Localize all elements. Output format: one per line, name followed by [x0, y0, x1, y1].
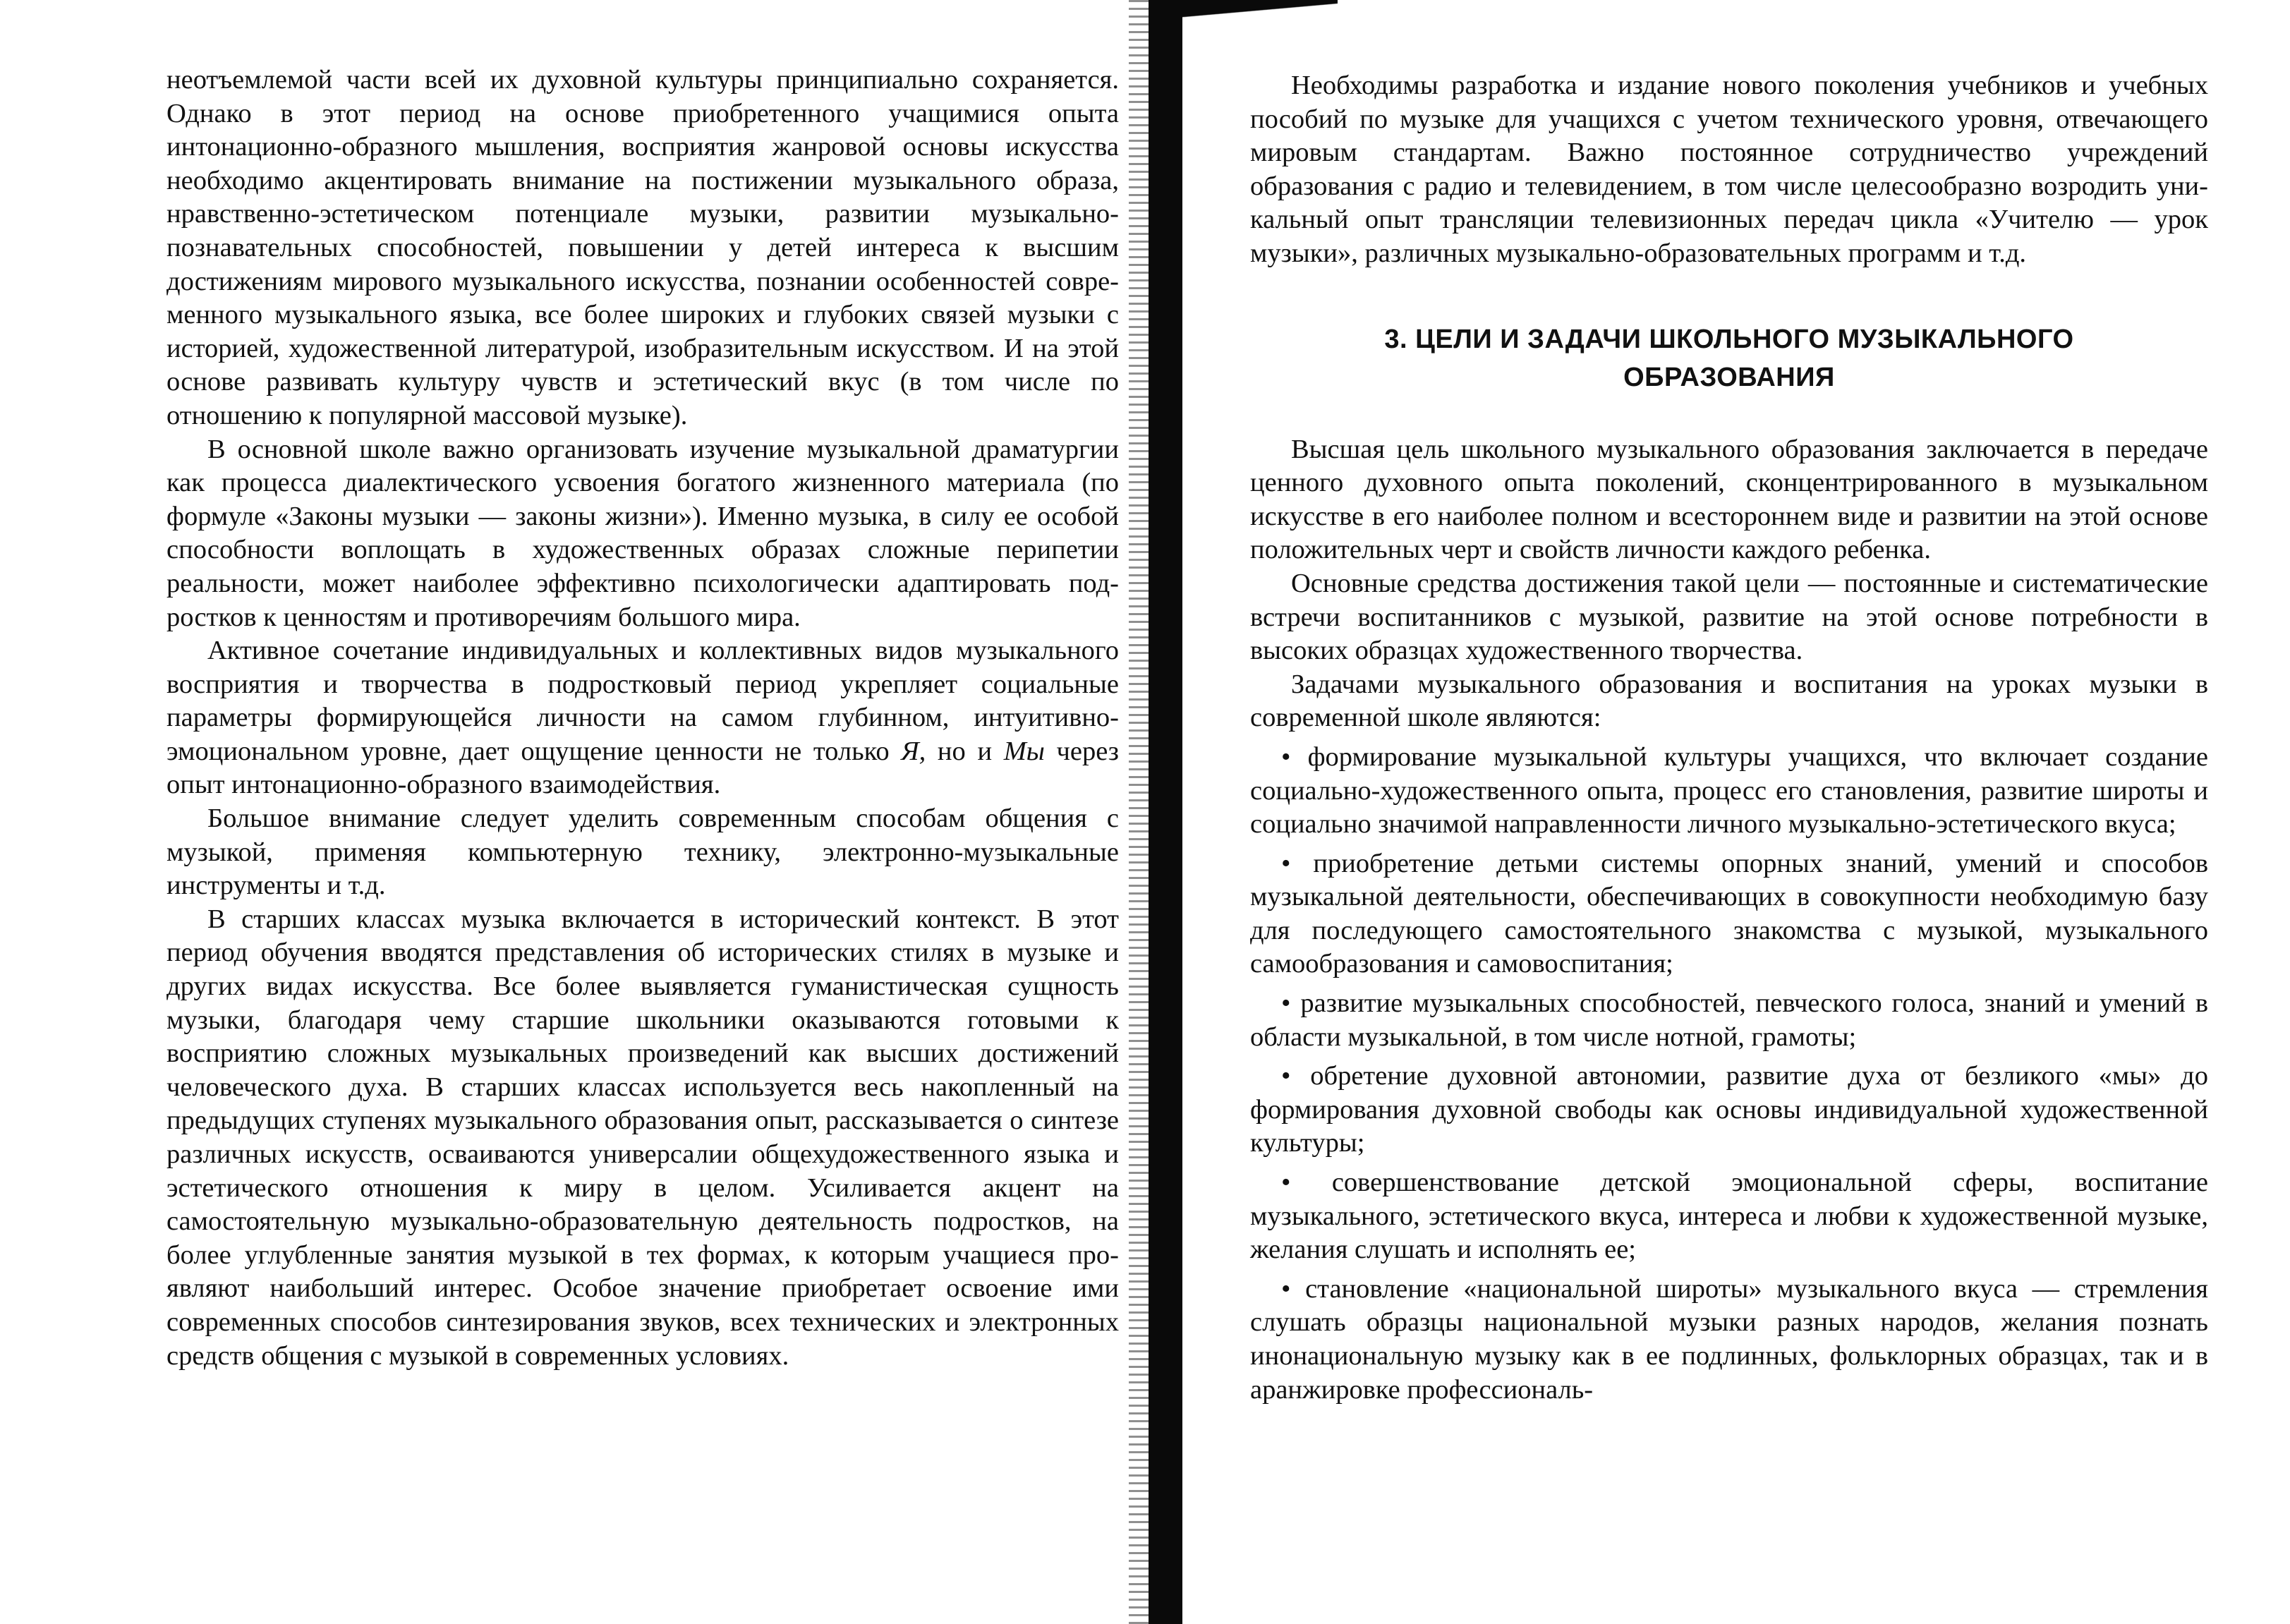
right-page	[1250, 69, 2208, 1407]
right-intro-paragraph: Необходимы разработка и издание нового поколения учебников и учебных пособий по музыке для учащихся с учетом технического уровня, отвечающего мировым стандартам. Важно постоянное сотрудничество учреждений образования с радио и телевидением, в том числе целесообразно возродить уникальный опыт трансляции телевизионных передач цикла «Учителю — урок музыки», различных музыкально-образовательных программ и т.д.	[1250, 71, 2208, 268]
left-paragraph-5: В старших классах музыка включается в исторический контекст. В этот период обучения вводятся представления об исторических стилях в музыке и других видах искусства. Все более выявляется гуманистическая сущность музыки, благодаря чему старшие школьники оказываются готовыми к восприятию сложных музыкальных произведений как высших достижений человеческого духа. В старших классах используется весь накопленный на предыдущих ступенях музыкального образования опыт, рассказывается о синтезе различных искусств, осваиваются универсалии общехудожественного языка и эстетического отношения к миру в целом. Усиливается акцент на самостоятельную музыкально-образовательную деятельность подростков, на более углубленные занятия музыкой в тех формах, к которым учащиеся проявляют наибольший интерес. Особое значение приобретает освоение ими современных способов синтезирования звуков, всех технических и электронных средств общения с музыкой в современных условиях.	[166, 904, 1119, 1371]
left-paragraph-2: В основной школе важно организовать изучение музыкальной драматургии как процесса диалектического усвоения богатого жизненного материала (по формуле «Законы музыки — законы жизни»). Именно музыка, в силу ее особой способности воплощать в художественных образах сложные перипетии реальности, может наиболее эффективно психологически адаптировать подростков к ценностям и противоречиям большого мира.	[166, 434, 1119, 632]
page-edge-shadow	[1129, 0, 1149, 1624]
left-paragraph-3-text-a: Активное сочетание индивидуальных и коллективных видов музыкального восприятия и творчества в подростковый период укрепляет социальные параметры формирующейся личности на самом глубинном, интуитивно-эмоциональном уровне, дает ощущение ценности не только	[166, 636, 1119, 766]
section-heading-line-2: ОБРАЗОВАНИЯ	[1623, 362, 1835, 392]
list-item-5: • совершенствование детской эмоциональной сферы, воспитание музыкального, эстетического вкуса, интереса и любви к художественной музыке, желания слушать и исполнять ее;	[1250, 1168, 2208, 1265]
book-gutter	[1149, 0, 1182, 1624]
right-paragraph-1: Высшая цель школьного музыкального образования заключается в передаче ценного духовного опыта поколений, сконцентрированного в музыкальном искусстве в его наиболее полном и всестороннем виде и развитии на этой основе положительных черт и свойств личности каждого ребенка.	[1250, 434, 2208, 565]
left-paragraph-4: Большое внимание следует уделить современным способам общения с музыкой, применяя компьютерную технику, электронно-музыкальные инструменты и т.д.	[166, 804, 1119, 901]
left-paragraph-3-my: Мы	[1003, 736, 1045, 766]
list-item-3: • развитие музыкальных способностей, певческого голоса, знаний и умений в области музыкальной, в том числе нотной, грамоты;	[1250, 988, 2208, 1052]
left-paragraph-3-text-c: через опыт интонационно-образного взаимодействия.	[166, 736, 1120, 800]
left-paragraph-3-text-b: но и	[926, 736, 1004, 766]
section-heading-line-1: 3. ЦЕЛИ И ЗАДАЧИ ШКОЛЬНОГО МУЗЫКАЛЬНОГО	[1384, 324, 2074, 354]
list-item-6: • становление «национальной широты» музыкального вкуса — стремления слушать образцы национальной музыки разных народов, желания познать инонациональную музыку как в ее подлинных, фольклорных образцах, так и в аранжировке профессиональ-	[1250, 1273, 2208, 1405]
left-paragraph-3-ya: Я,	[901, 736, 926, 766]
left-paragraph-3	[166, 634, 1119, 802]
section-heading	[1250, 320, 2208, 396]
left-paragraph-1: неотъемлемой части всей их духовной культуры принципиально сохраняется. Однако в этот период на основе приобретенного учащимися опыта интонационно-образного мышления, восприятия жанровой основы искусства необходимо акцентировать внимание на постижении музыкального образа, нравственно-эстетическом потенциале музыки, развитии музыкально-познавательных способностей, повышении у детей интереса к высшим достижениям мирового музыкального искусства, познании особенностей современного музыкального языка, все более широких и глубоких связей музыки с историей, художественной литературой, изобразительным искусством. И на этой основе развивать культуру чувств и эстетический вкус (в том числе по отношению к популярной массовой музыке).	[166, 65, 1119, 430]
right-paragraph-2: Основные средства достижения такой цели — постоянные и систематические встречи воспитанников с музыкой, развитие на этой основе потребности в высоких образцах художественного творчества.	[1250, 568, 2208, 666]
list-item-1: • формирование музыкальной культуры учащихся, что включает создание социально-художественного опыта, процесс его становления, развитие широты и социально значимой направленности личного музыкально-эстетического вкуса;	[1250, 741, 2208, 840]
right-paragraph-3: Задачами музыкального образования и воспитания на уроках музыки в современной школе являются:	[1250, 669, 2208, 733]
list-item-2: • приобретение детьми системы опорных знаний, умений и способов музыкальной деятельности, обеспечивающих в совокупности необходимую базу для последующего самостоятельного знакомства с музыкой, музыкального самообразования и самовоспитания;	[1250, 848, 2208, 979]
left-page	[166, 63, 1119, 1373]
book-gutter-fold	[1182, 0, 1338, 28]
list-item-4: • обретение духовной автономии, развитие духа от безликого «мы» до формирования духовной свободы как основы индивидуальной художественной культуры;	[1250, 1061, 2208, 1158]
